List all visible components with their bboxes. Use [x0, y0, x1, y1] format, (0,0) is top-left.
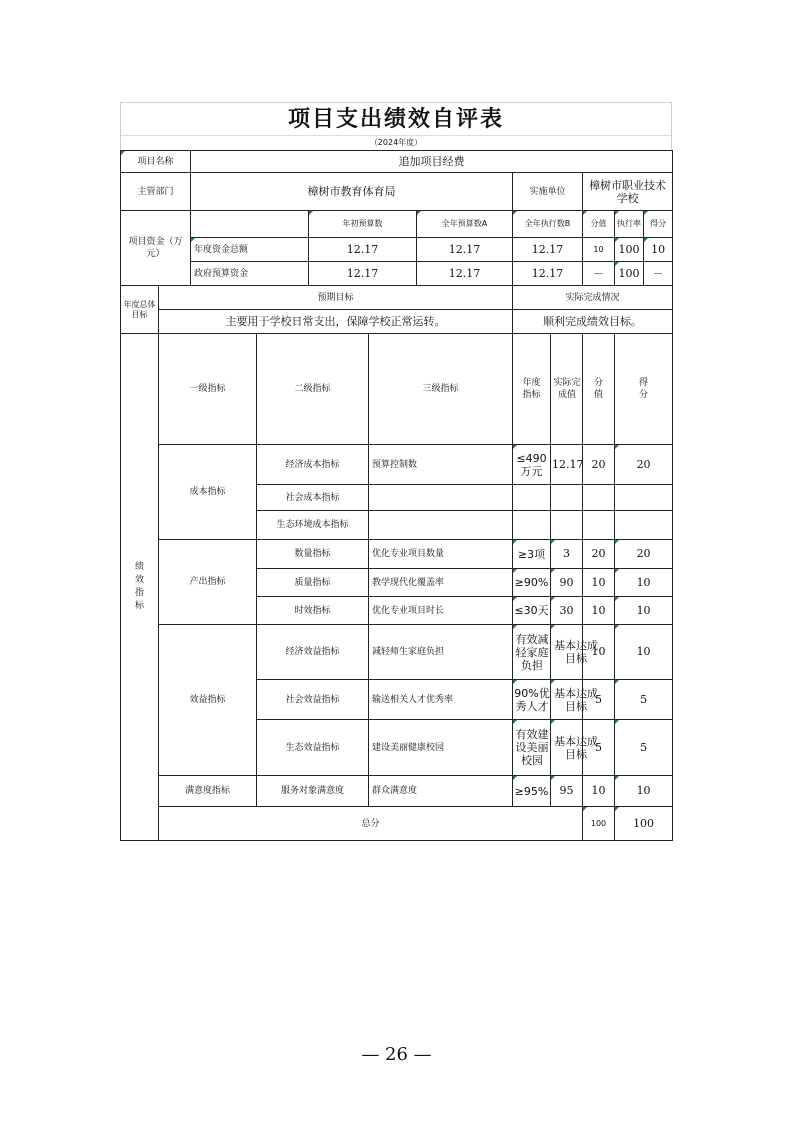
funds-row-name: 年度资金总额: [191, 238, 309, 262]
indicator-score: 20: [615, 540, 673, 569]
indicator-level2: 服务对象满意度: [257, 776, 369, 807]
indicator-level2: 社会成本指标: [257, 485, 369, 511]
funds-row-name: 政府预算资金: [191, 262, 309, 286]
sheet-header: [120, 102, 672, 150]
funds-row-initial: 12.17: [309, 238, 417, 262]
indicator-level2: 数量指标: [257, 540, 369, 569]
project-name-value: 追加项目经费: [191, 151, 673, 173]
indicator-row: [121, 445, 673, 485]
indicators-label-text: 绩效指标: [134, 562, 144, 611]
indicator-actual-text: 基本达成目标: [554, 686, 599, 713]
indicator-level3: [369, 485, 513, 511]
funds-row-rate: 100: [615, 238, 644, 261]
indicator-header-actual-text: 实际完成值: [553, 378, 581, 400]
indicator-target: [513, 680, 551, 720]
indicator-level3: 优化专业项目数量: [369, 540, 513, 569]
expected-goal: 主要用于学校日常支出，保障学校正常运转。: [159, 310, 513, 334]
impl-unit-value: 樟树市职业技术学校: [583, 173, 673, 211]
indicator-target-text: 有效建设美丽校园: [515, 728, 549, 767]
actual-goal-header: 实际完成情况: [513, 286, 673, 310]
indicator-level3: 建设美丽健康校园: [369, 720, 513, 776]
indicator-score: 10: [615, 597, 673, 625]
indicator-target-text: ≤490万元: [516, 451, 547, 478]
indicator-header-actual: [551, 334, 583, 445]
funds-row: [121, 262, 673, 286]
indicator-level3: [369, 511, 513, 540]
indicator-value: [583, 485, 615, 511]
indicator-target: [513, 511, 551, 540]
indicator-target: [513, 720, 551, 776]
funds-row-initial: 12.17: [309, 262, 417, 286]
indicator-target: ≥3项: [513, 540, 551, 569]
indicator-level2: 社会效益指标: [257, 680, 369, 720]
indicator-value: 20: [583, 445, 615, 485]
total-score: 100: [615, 807, 673, 841]
funds-row-rate-score: [615, 262, 673, 286]
indicator-level2: 经济成本指标: [257, 445, 369, 485]
department-row: [121, 173, 673, 211]
funds-header-rate: 执行率: [615, 211, 644, 237]
evaluation-sheet: [120, 102, 672, 841]
funds-row-annual: 12.17: [417, 238, 513, 262]
indicator-actual: [551, 720, 599, 776]
indicator-level3: 预算控制数: [369, 445, 513, 485]
indicator-header-score: [615, 334, 673, 445]
indicator-value: 5: [583, 680, 615, 720]
indicator-level2: 生态环境成本指标: [257, 511, 369, 540]
indicator-level2: 时效指标: [257, 597, 369, 625]
indicator-score: [615, 485, 673, 511]
indicator-row: [121, 776, 673, 807]
indicator-header-row: [121, 334, 673, 445]
indicator-actual: [551, 485, 583, 511]
level1-output: 产出指标: [159, 540, 257, 625]
funds-header-blank: [191, 211, 309, 238]
funds-header-row: [121, 211, 673, 238]
indicator-target: ≤30天: [513, 597, 551, 625]
indicator-target-text: 有效减轻家庭负担: [515, 632, 549, 672]
funds-row-score: －: [652, 267, 664, 280]
indicator-actual-text: 基本达成目标: [554, 639, 599, 665]
indicator-score: 5: [615, 720, 673, 776]
indicators-label: [121, 334, 159, 841]
funds-header-executed: 全年执行数B: [513, 211, 583, 238]
indicator-target: [513, 625, 551, 680]
indicator-row: [121, 625, 673, 680]
project-name-row: [121, 151, 673, 173]
funds-row-score-value: －: [583, 262, 615, 286]
indicator-level2: 经济效益指标: [257, 625, 369, 680]
indicator-header-level3: 三级指标: [369, 334, 513, 445]
department-label: 主管部门: [121, 173, 191, 211]
indicator-level3: 减轻师生家庭负担: [369, 625, 513, 680]
funds-row-rate-score: [615, 238, 673, 262]
indicator-actual: 95: [551, 776, 583, 807]
department-value: 樟树市教育体育局: [191, 173, 513, 211]
fiscal-year: （2024年度）: [121, 135, 671, 150]
indicator-actual-text: 基本达成目标: [554, 734, 599, 761]
funds-row-score: 10: [644, 238, 672, 261]
total-value: 100: [583, 807, 615, 841]
funds-row-executed: 12.17: [513, 238, 583, 262]
indicator-actual: [551, 511, 583, 540]
indicator-value: 10: [583, 597, 615, 625]
total-row: [121, 807, 673, 841]
indicator-score: 10: [615, 625, 673, 680]
indicator-actual: 30: [551, 597, 583, 625]
funds-header-initial: 年初预算数: [309, 211, 417, 238]
funds-header-score-value: 分值: [583, 211, 615, 238]
indicator-header-level1: 一级指标: [159, 334, 257, 445]
level1-satisfaction: 满意度指标: [159, 776, 257, 807]
indicator-score: 10: [615, 776, 673, 807]
indicator-score: 10: [615, 569, 673, 597]
indicator-target: [513, 485, 551, 511]
goal-row: [121, 310, 673, 334]
indicator-level2: 质量指标: [257, 569, 369, 597]
page-title: 项目支出绩效自评表: [287, 106, 504, 132]
project-name-label: 项目名称: [121, 151, 191, 173]
expected-goal-header: 预期目标: [159, 286, 513, 310]
level1-cost: 成本指标: [159, 445, 257, 540]
indicator-header-target: [513, 334, 551, 445]
total-label: 总分: [159, 807, 583, 841]
funds-header-rate-score: [615, 211, 673, 238]
funds-row-executed: 12.17: [513, 262, 583, 286]
indicator-value: 10: [583, 625, 615, 680]
page-number: — 26 —: [361, 1044, 432, 1065]
funds-header-score: 得分: [644, 211, 672, 237]
indicator-value: 10: [583, 569, 615, 597]
actual-goal: 顺利完成绩效目标。: [513, 310, 673, 334]
evaluation-table: [120, 150, 673, 841]
indicator-header-score-text: 得分: [639, 378, 649, 400]
funds-row-annual: 12.17: [417, 262, 513, 286]
indicator-header-target-text: 年度指标: [522, 378, 541, 400]
indicator-actual: 90: [551, 569, 583, 597]
indicator-header-value-text: 分值: [594, 378, 604, 400]
indicator-target: ≥90%: [513, 569, 551, 597]
indicator-target: ≥95%: [513, 776, 551, 807]
indicator-header-level2: 二级指标: [257, 334, 369, 445]
funds-row: [121, 238, 673, 262]
goal-header-row: [121, 286, 673, 310]
indicator-score: [615, 511, 673, 540]
indicator-level3: 群众满意度: [369, 776, 513, 807]
funds-label-text: 项目资金（万元）: [128, 237, 183, 259]
funds-row-rate: 100: [615, 262, 644, 285]
funds-label: [121, 211, 191, 286]
overall-goal-label: 年度总体目标: [121, 286, 159, 334]
indicator-actual: 3: [551, 540, 583, 569]
indicator-value: 10: [583, 776, 615, 807]
impl-unit-label: 实施单位: [513, 173, 583, 211]
indicator-row: [121, 540, 673, 569]
indicator-actual: 12.17: [551, 445, 583, 485]
indicator-score: 20: [615, 445, 673, 485]
indicator-level3: 输送相关人才优秀率: [369, 680, 513, 720]
indicator-actual: [551, 680, 599, 720]
indicator-value: [583, 511, 615, 540]
indicator-value: 20: [583, 540, 615, 569]
indicator-target-text: 90%优秀人才: [514, 686, 550, 713]
level1-benefit: 效益指标: [159, 625, 257, 776]
indicator-score: 5: [615, 680, 673, 720]
indicator-value: 5: [583, 720, 615, 776]
indicator-level3: 优化专业项目时长: [369, 597, 513, 625]
indicator-header-value: [583, 334, 615, 445]
funds-row-score-value: 10: [583, 238, 615, 262]
indicator-target: [513, 445, 551, 485]
funds-header-annual: 全年预算数A: [417, 211, 513, 238]
indicator-level3: 教学现代化覆盖率: [369, 569, 513, 597]
indicator-level2: 生态效益指标: [257, 720, 369, 776]
